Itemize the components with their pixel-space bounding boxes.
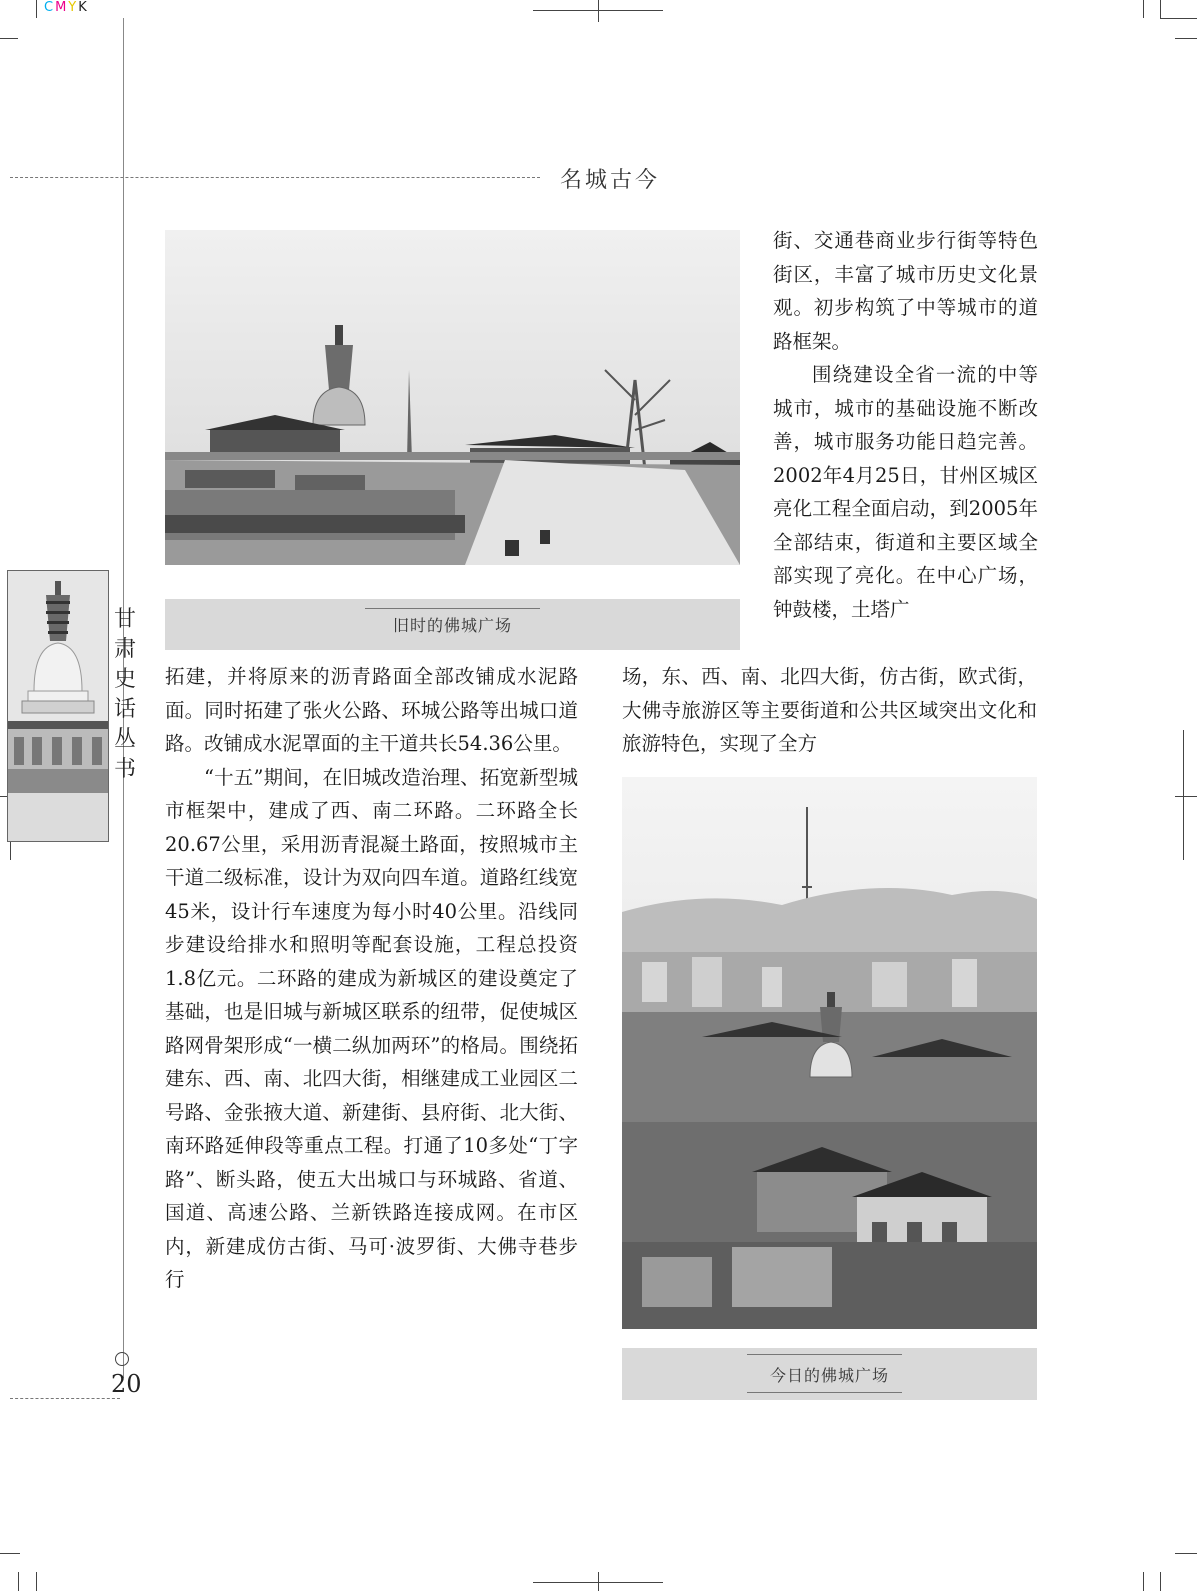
crop-mark: [1143, 0, 1144, 18]
modern-square-photo: [622, 777, 1037, 1329]
book-series-title: 甘 肃 史 话 丛 书: [113, 607, 136, 782]
paragraph: 场，东、西、南、北四大街，仿古街，欧式街，大佛寺旅游区等主要街道和公共区域突出文化和旅游特色，实现了全方: [622, 665, 1037, 755]
crop-mark: [1175, 38, 1197, 39]
crop-mark: [0, 38, 18, 39]
crop-mark: [36, 1572, 37, 1591]
caption-rule: [365, 608, 540, 609]
paragraph: 街、交通巷商业步行街等特色街区，丰富了城市历史文化景观。初步构筑了中等城市的道路框架。: [773, 229, 1038, 353]
footer-dashed-rule: [10, 1398, 120, 1399]
old-square-photo: [165, 230, 740, 565]
crop-mark: [1160, 1572, 1161, 1591]
crop-mark: [1143, 1572, 1144, 1591]
paragraph: “十五”期间，在旧城改造治理、拓宽新型城市框架中，建成了西、南二环路。二环路全长20.67公里，采用沥青混凝土路面，按照城市主干道二级标准，设计为双向四车道。道路红线宽45米，设计行车速度为每小时40公里。沿线同步建设给排水和照明等配套设施，工程总投资1.8亿元。二环路的建成为新城区的建设奠定了基础，也是旧城与新城区联系的纽带，促使城区路网骨架形成“一横二纵加两环”的格局。围绕拓建东、西、南、北四大街，相继建成工业园区二号路、金张掖大道、新建街、县府街、北大街、南环路延伸段等重点工程。打通了10多处“丁字路”、断头路，使五大出城口与环城路、省道、国道、高速公路、兰新铁路连接成网。在市区内，新建成仿古街、马可·波罗街、大佛寺巷步行: [165, 765, 578, 1291]
caption-rule: [747, 1354, 902, 1355]
page-number: 20: [111, 1370, 142, 1398]
body-text-left: [165, 660, 578, 1297]
figure-caption: 旧时的佛城广场: [392, 616, 512, 635]
paragraph: 围绕建设全省一流的中等城市，城市的基础设施不断改善，城市服务功能日趋完善。2002年4月25日，甘州区城区亮化工程全面启动，到2005年全部结束，街道和主要区域全部实现了亮化。在中心广场，钟鼓楼，土塔广: [773, 363, 1038, 621]
crop-mark: [0, 1553, 20, 1554]
body-text-right-middle: [622, 660, 1037, 761]
figure-caption-box: [165, 599, 740, 650]
paragraph: 拓建，并将原来的沥青路面全部改铺成水泥路面。同时拓建了张火公路、环城公路等出城口道路。改铺成水泥罩面的主干道共长54.36公里。: [165, 665, 578, 755]
caption-rule: [747, 1392, 902, 1393]
body-text-right-top: [773, 224, 1038, 626]
pagoda-thumbnail-image: [7, 570, 109, 842]
crop-mark: [1160, 0, 1161, 18]
registration-mark: [598, 1572, 599, 1591]
registration-mark: [1175, 796, 1197, 797]
header-dashed-rule: [10, 177, 540, 178]
crop-mark: [36, 0, 37, 18]
section-title: 名城古今: [560, 168, 661, 193]
cmyk-color-bar: CMYK: [44, 0, 89, 15]
figure-caption: 今日的佛城广场: [769, 1366, 889, 1385]
figure-caption-box: [622, 1348, 1037, 1400]
crop-mark: [18, 1572, 19, 1591]
registration-mark: [598, 0, 599, 22]
page-number-ornament: [115, 1352, 129, 1366]
crop-mark: [1175, 1553, 1197, 1554]
registration-mark: [1183, 730, 1184, 860]
crop-mark: [1160, 18, 1197, 19]
